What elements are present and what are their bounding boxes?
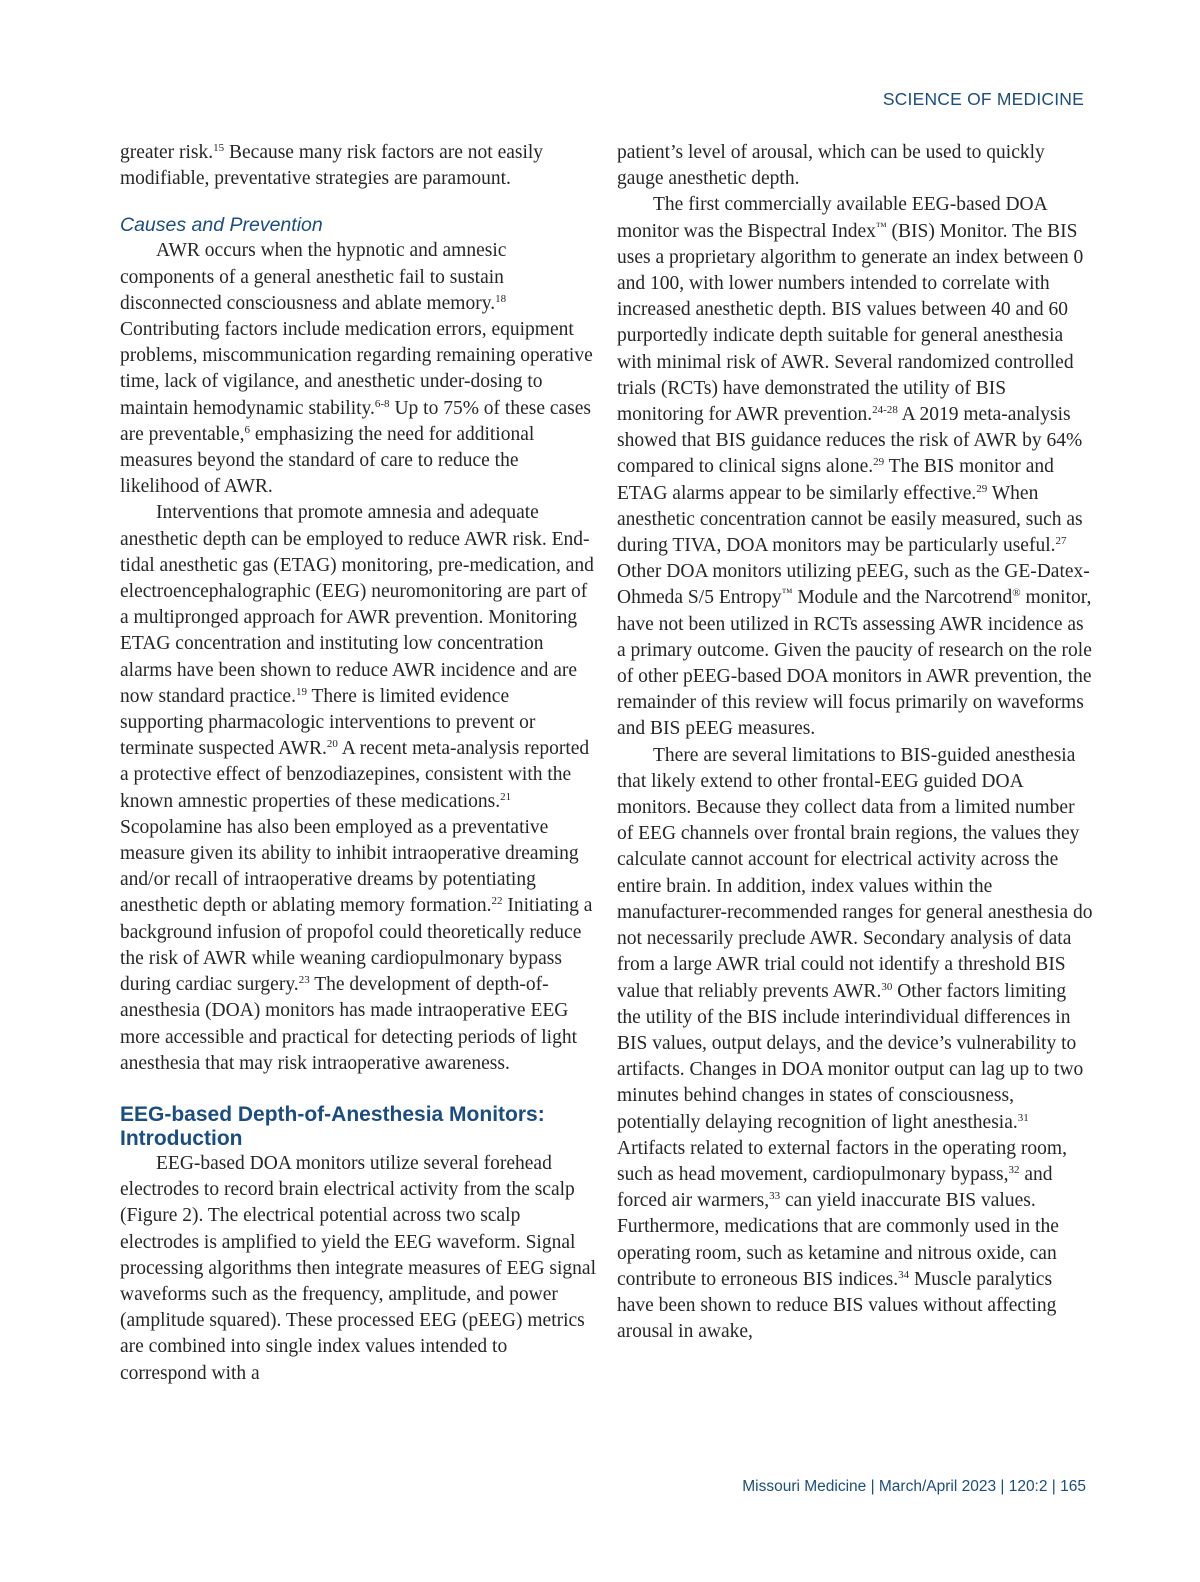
- left-paragraph-1: [120, 238, 596, 500]
- citation: 34: [898, 1268, 910, 1281]
- right-column: [617, 140, 1093, 1345]
- trademark-mark: ™: [781, 587, 793, 600]
- citation: 20: [326, 738, 338, 751]
- left-column: [120, 140, 596, 1387]
- text-run: Initiating a background infusion of propofol could theoretically reduce the risk of AWR while weaning cardiopulmonary bypass during cardiac surgery.: [120, 895, 593, 996]
- left-paragraph-3: [120, 1151, 596, 1387]
- text-run: Contributing factors include medication errors, equipment problems, miscommunication regarding remaining operative time, lack of vigilance, and anesthetic under-dosing to maintain hemodynamic stability.: [120, 319, 593, 419]
- trademark-mark: ™: [875, 220, 887, 233]
- text-run: When anesthetic concentration cannot be easily measured, such as during TIVA, DOA monitors may be particularly useful.: [617, 482, 1083, 557]
- text-run: Interventions that promote amnesia and adequate anesthetic depth can be employed to reduce AWR risk. End-tidal anesthetic gas (ETAG) monitoring, pre-medication, and electroencephalographic (EEG) neuromonitoring are part of a multipronged approach for AWR prevention. Monitoring ETAG concentration and instituting low concentration alarms have been shown to reduce AWR incidence and are now standard practice.: [120, 502, 594, 707]
- text-run: There are several limitations to BIS-guided anesthesia that likely extend to other frontal-EEG guided DOA monitors. Because they collect data from a limited number of EEG channels over frontal brain regions, the values they calculate cannot account for electrical activity across the entire brain. In addition, index values within the manufacturer-recommended ranges for general anesthesia do not necessarily preclude AWR. Secondary analysis of data from a large AWR trial could not identify a threshold BIS value that reliably prevents AWR.: [617, 744, 1093, 1002]
- text-run: Other DOA monitors utilizing pEEG, such as the GE-Datex-Ohmeda S/5 Entropy: [617, 561, 1090, 609]
- left-paragraph-2: [120, 500, 596, 1076]
- text-run: emphasizing the need for additional measures beyond the standard of care to reduce the likelihood of AWR.: [120, 423, 535, 498]
- text-run: AWR occurs when the hypnotic and amnesic components of a general anesthetic fail to sustain disconnected consciousness and ablate memory.: [120, 240, 507, 314]
- citation: 6-8: [374, 397, 390, 410]
- left-paragraph-0: [120, 140, 596, 192]
- text-run: and forced air warmers,: [617, 1163, 1053, 1212]
- text-run: Artifacts related to external factors in the operating room, such as head movement, cardiopulmonary bypass,: [617, 1137, 1067, 1185]
- citation: 33: [769, 1190, 781, 1203]
- section-header: SCIENCE OF MEDICINE: [882, 89, 1084, 109]
- text-run: greater risk.: [120, 142, 214, 163]
- right-paragraph-0: [617, 140, 1093, 192]
- citation: 6: [244, 423, 251, 436]
- citation: 32: [1008, 1163, 1020, 1176]
- citation: 23: [298, 974, 310, 987]
- text-run: patient’s level of arousal, which can be used to quickly gauge anesthetic depth.: [617, 142, 1045, 190]
- text-run: A recent meta-analysis reported a protective effect of benzodiazepines, consistent with the known amnestic properties of these medications.: [120, 738, 590, 812]
- text-run: The development of depth-of-anesthesia (DOA) monitors has made intraoperative EEG more accessible and practical for detecting periods of light anesthesia that may risk intraoperative awareness.: [120, 974, 577, 1074]
- text-run: Muscle paralytics have been shown to reduce BIS values without affecting arousal in awake,: [617, 1268, 1057, 1343]
- citation: 24-28: [872, 404, 898, 417]
- text-run: A 2019 meta-analysis showed that BIS guidance reduces the risk of AWR by 64% compared to clinical signs alone.: [617, 404, 1083, 478]
- citation: 19: [295, 685, 307, 698]
- citation: 30: [881, 980, 893, 993]
- page-footer: Missouri Medicine | March/April 2023 | 120:2 | 165: [742, 1478, 1086, 1495]
- subhead-causes-and-prevention: Causes and Prevention: [120, 214, 323, 237]
- text-run: can yield inaccurate BIS values. Furthermore, medications that are commonly used in the operating room, such as ketamine and nitrous oxide, can contribute to erroneous BIS indices.: [617, 1190, 1059, 1290]
- text-run: The BIS monitor and ETAG alarms appear to be similarly effective.: [617, 456, 1054, 504]
- text-run: (BIS) Monitor. The BIS uses a proprietary algorithm to generate an index between 0 and 100, with lower numbers intended to correlate with increased anesthetic depth. BIS values between 40 and 60 purportedly indicate depth suitable for general anesthesia with minimal risk of AWR. Several randomized controlled trials (RCTs) have demonstrated the utility of BIS monitoring for AWR prevention.: [617, 220, 1084, 426]
- right-paragraph-1: [617, 192, 1093, 742]
- text-run: Other factors limiting the utility of the BIS include interindividual differences in BIS values, output delays, and the device’s vulnerability to artifacts. Changes in DOA monitor output can lag up to two minutes behind changes in states of consciousness, potentially delaying recognition of light anesthesia.: [617, 980, 1084, 1133]
- citation: 29: [873, 456, 885, 469]
- citation: 15: [213, 142, 225, 154]
- text-run: Because many risk factors are not easily modifiable, preventative strategies are paramount.: [120, 142, 544, 190]
- citation: 22: [491, 895, 503, 908]
- text-run: There is limited evidence supporting pharmacologic interventions to prevent or terminate suspected AWR.: [120, 685, 536, 760]
- right-paragraph-2: [617, 743, 1093, 1346]
- text-run: Scopolamine has also been employed as a preventative measure given its ability to inhibit intraoperative dreaming and/or recall of intraoperative dreams by potentiating anesthetic depth or ablating memory formation.: [120, 816, 579, 917]
- text-run: The first commercially available EEG-based DOA monitor was the Bispectral Index: [617, 194, 1047, 242]
- text-run: Module and the Narcotrend: [792, 587, 1013, 609]
- citation: 27: [1055, 535, 1067, 548]
- subhead-eeg-monitors-introduction: EEG-based Depth-of-Anesthesia Monitors: Introduction: [120, 1102, 545, 1150]
- text-run: EEG-based DOA monitors utilize several forehead electrodes to record brain electrical activity from the scalp (Figure 2). The electrical potential across two scalp electrodes is amplified to yield the EEG waveform. Signal processing algorithms then integrate measures of EEG signal waveforms such as the frequency, amplitude, and power (amplitude squared). These processed EEG (pEEG) metrics are combined into single index values intended to correspond with a: [120, 1152, 596, 1384]
- citation: 29: [976, 482, 988, 495]
- citation: 18: [495, 292, 507, 305]
- citation: 31: [1017, 1111, 1029, 1124]
- text-run: Up to 75% of these cases are preventable,: [120, 397, 592, 445]
- registered-mark: ®: [1012, 587, 1021, 600]
- text-run: monitor, have not been utilized in RCTs assessing AWR incidence as a primary outcome. Given the paucity of research on the role of other pEEG-based DOA monitors in AWR prevention, the remainder of this review will focus primarily on waveforms and BIS pEEG measures.: [617, 587, 1092, 740]
- citation: 21: [500, 790, 512, 803]
